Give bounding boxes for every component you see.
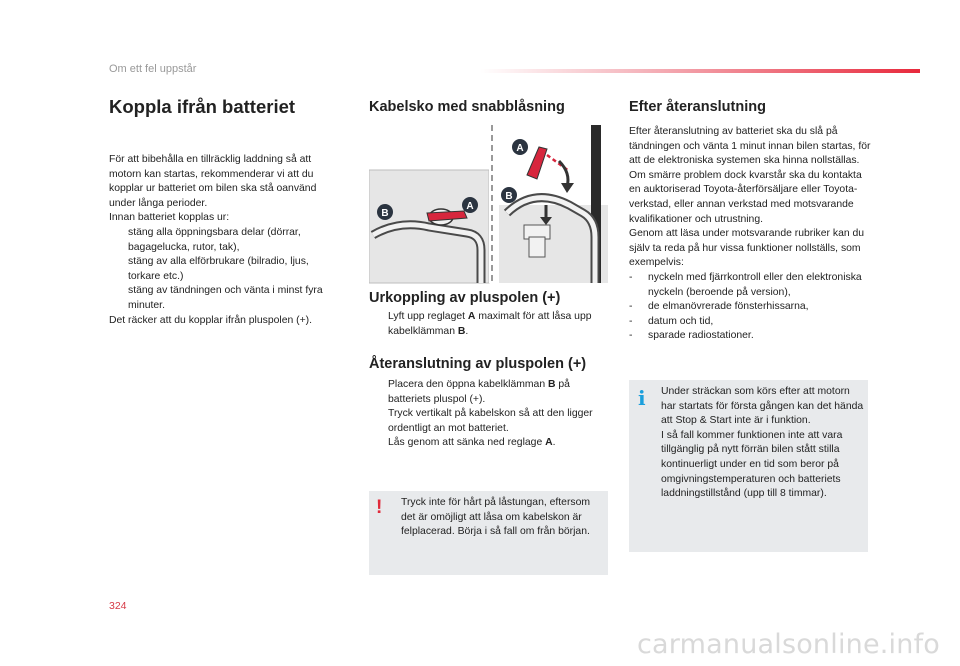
col1-outro: Det räcker att du kopplar ifrån pluspolen (+).	[109, 314, 313, 326]
label-b-left: B	[381, 208, 389, 219]
label-a-right: A	[516, 143, 524, 154]
list-item: stäng av alla elförbrukare (bilradio, ljus, torkare etc.)	[128, 256, 309, 282]
unplug-steps	[369, 310, 601, 339]
list-item: - sparade radiostationer.	[629, 330, 754, 342]
col3-title: Efter återanslutning	[629, 99, 766, 115]
col3-p2: Om smärre problem dock kvarstår ska du kontakta en auktoriserad Toyota-återförsäljare eller Toyota-verkstad, eller annan verkstad med motsvarande kvalifikationer och utrustning.	[629, 169, 862, 225]
page-title: Koppla ifrån batteriet	[109, 96, 296, 117]
list-item: Placera den öppna kabelklämman B på batteriets pluspol (+).	[388, 379, 570, 405]
header-section-label: Om ett fel uppstår	[109, 63, 197, 75]
header-accent-line	[480, 69, 920, 73]
warning-icon: !	[376, 497, 383, 518]
col1-intro: För att bibehålla en tillräcklig laddning så att motorn kan startas, rekommenderar vi att du kopplar ur batteriet om bilen ska stå oanvänd under långa perioder.	[109, 154, 317, 209]
list-item: - nyckeln med fjärrkontroll eller den elektroniska nyckeln (beroende på version),	[629, 271, 862, 298]
col3-p1: Efter återanslutning av batteriet ska du slå på tändningen och vänta 1 minut innan bilen startas, för att de elektroniska systemen ska hinna nollställas.	[629, 126, 871, 167]
watermark: carmanualsonline.info	[637, 629, 940, 660]
col2-title: Kabelsko med snabblåsning	[369, 99, 565, 115]
col3-p3: Genom att läsa under motsvarande rubriker kan du själv ta reda på hur vissa funktioner nollställs, som exempelvis:	[629, 228, 865, 269]
list-item: - datum och tid,	[629, 315, 714, 327]
col3-body	[629, 125, 871, 344]
reconnect-steps	[369, 378, 601, 451]
list-item: Lyft upp reglaget A maximalt för att låsa upp kabelklämman B.	[388, 311, 592, 337]
info-icon: i	[638, 386, 646, 410]
page-number: 324	[109, 600, 127, 612]
label-b-right: B	[505, 191, 513, 202]
col1-before: Innan batteriet kopplas ur:	[109, 212, 230, 224]
list-item: Tryck vertikalt på kabelskon så att den ligger ordentligt an mot batteriet.	[388, 408, 593, 434]
col1-body	[109, 153, 337, 328]
info-text: Under sträckan som körs efter att motorn har startats för första gången kan det hända att Stop & Start inte är i funktion. I så fall kommer funktionen inte att vara tillgänglig på nytt förrän bilen stått stilla kontinuerligt under en tid som beror på omgivningstemperaturen och batteriets laddningstillstånd (upp till 8 timmar).	[661, 386, 864, 500]
warning-text: Tryck inte för hårt på låstungan, eftersom det är omöjligt att låsa om kabelskon är felplacerad. Börja i så fall om från början.	[401, 497, 591, 538]
label-a-left: A	[466, 201, 474, 212]
list-item: stäng av tändningen och vänta i minst fyra minuter.	[128, 285, 323, 311]
list-item: stäng alla öppningsbara delar (dörrar, bagagelucka, rutor, tak),	[128, 226, 301, 253]
list-item: Lås genom att sänka ned reglage A.	[388, 437, 556, 449]
unplug-title: Urkoppling av pluspolen (+)	[369, 290, 561, 306]
list-item: - de elmanövrerade fönsterhissarna,	[629, 301, 809, 313]
reconnect-title: Återanslutning av pluspolen (+)	[369, 356, 587, 372]
battery-clamp-illustration	[369, 125, 608, 285]
